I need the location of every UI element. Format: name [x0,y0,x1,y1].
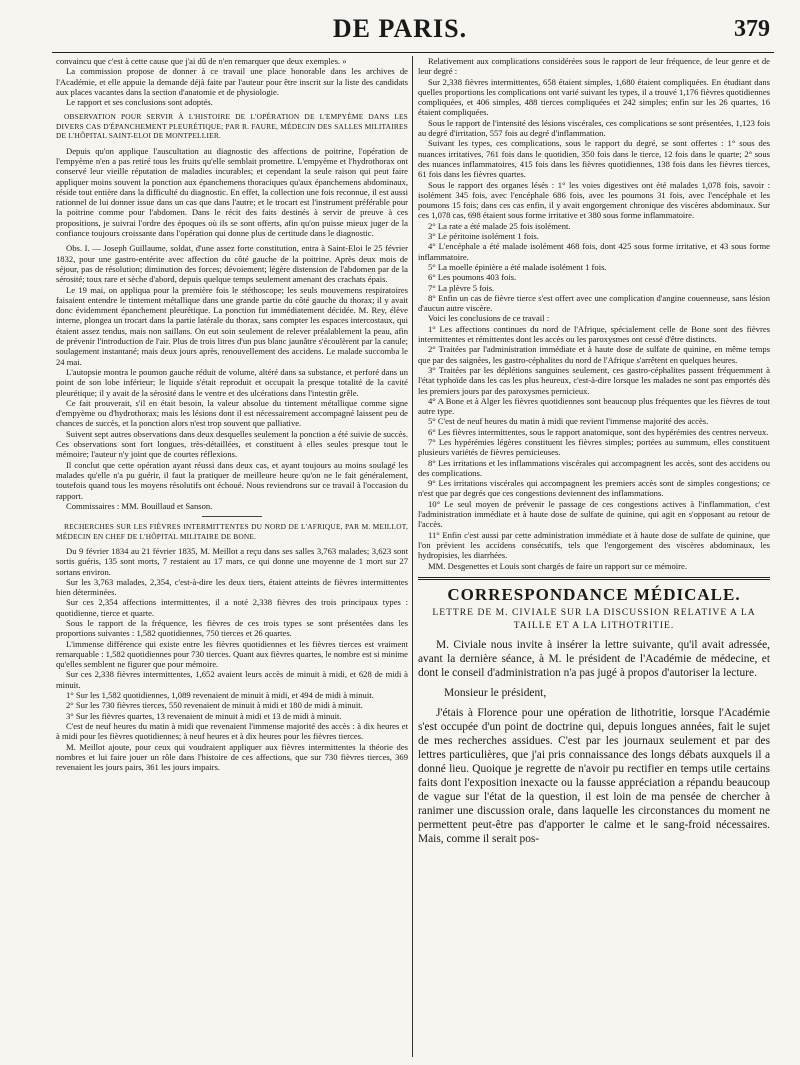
list-item: 6° Les poumons 403 fois. [428,272,517,283]
paragraph: Suivant les types, ces complications, sous le rapport du degré, se sont offertes : 1° sous des nuances irritatives, 761 fois dans le quotidien, 350 fois dans le tierce, 12 fois dans le quarte; 2° sous des nuances inflammatoires, 415 fois dans les fièvres quotidiennes, 138 fois dans les fièvres tierces, 61 fois dans les fièvres quartes. [418,138,770,180]
list-item: 1° Les affections continues du nord de l'Afrique, spécialement celle de Bone sont des fièvres intermittentes et rémittentes dont les accès ou les paroxysmes ont cessé d'être distincts. [418,323,770,345]
paragraph: La commission propose de donner à ce travail une place honorable dans les archives de l'Académie, et elle appuie la demande déjà faite par l'auteur pour être inscrit sur la liste des candidats aux places vacantes dans la section d'anatomie et de physiologie. [56,66,408,97]
list-item: 6° Les fièvres intermittentes, sous le rapport anatomique, sont des hypérémies des centres nerveux. [428,426,769,437]
section-heading: OBSERVATION POUR SERVIR À L'HISTOIRE DE L'OPÉRATION DE L'EMPYÈME DANS LES DIVERS CAS D'ÉPANCHEMENT PLEURÉTIQUE; PAR R. FAURE, MÉDECIN DES SALLES MILITAIRES DE L'HÔPITAL SAINT-ELOI DE MONTPELLIER. [56,112,408,141]
separator [202,516,262,517]
list-item: 3° Le péritoine isolément 1 fois. [428,231,539,242]
page-header [0,10,800,50]
paragraph: 3° Sur les fièvres quartes, 13 revenaient de minuit à midi et 13 de midi à minuit. [66,710,342,721]
list-item: 3° Traitées par les déplétions sanguines seulement, ces gastro-céphalites passent fréquemment à l'état typhoïde dans les cas les plus heureux, c'est-à-dire lorsque les malades ne sont pas emportés dès les premiers jours par des paroxysmes pernicieux. [418,364,770,396]
list-item: 7° La plèvre 5 fois. [428,282,495,293]
paragraph: 1° Sur les 1,582 quotidiennes, 1,089 revenaient de minuit à midi, et 494 de midi à minuit. [66,690,374,701]
paragraph: Voici les conclusions de ce travail : [428,313,550,324]
list-item: 5° La moelle épinière a été malade isolément 1 fois. [428,261,607,272]
paragraph: Sur 2,338 fièvres intermittentes, 658 étaient simples, 1,680 étaient compliquées. En étudiant dans quelles proportions les complications ont varié suivant les types, il a trouvé 1,176 fièvres quotidiennes compliquées, et 406 simples, 488 tierces compliquées et 242 simples; enfin sur les 26 quartes, 16 étaient compliquées. [418,76,770,118]
list-item: 4° A Bone et à Alger les fièvres quotidiennes sont beaucoup plus fréquentes que les fièvres de tout autre type. [418,395,770,417]
list-item: 8° Les irritations et les inflammations viscérales qui accompagnent les accès, sont des accidens ou des complications. [418,457,770,478]
paragraph: Le 19 mai, on appliqua pour la première fois le stéthoscope; les seuls mouvemens respiratoires faisaient entendre le tintement métallique dans une grande partie du côté gauche du thorax; il y avait donc évidemment épanchement pleurétique. La ponction fut immédiatement décidée. M. Rey, élève interne, plongea un trocart dans la partie latérale du thorax, sans compter les espaces intercostaux, qui étaient assez tendus, mais non saillans. On eut soin seulement de relever préalablement la peau, afin de prévenir l'introduction de l'air. Plus de trois litres d'un pus blanc jaunâtre s'écoulèrent par la canule; soulagement instantané; mais deux jours après, renouvellement des accidens. Le malade succomba le 24 mai. [56,284,408,367]
paragraph: M. Meillot ajoute, pour ceux qui voudraient appliquer aux fièvres intermittentes la théorie des nombres et lui faire jouer un rôle dans l'histoire de ces affections, que sur 730 fièvres tierces, 369 revenaient les jours pairs, 361 les jours impairs. [56,741,408,773]
paragraph: Depuis qu'on applique l'auscultation au diagnostic des affections de poitrine, l'opération de l'empyème n'en a pas retiré tous les fruits qu'elle semblait promettre. L'empyème et l'hydrothorax ont conservé leur vieille réputation de maladies incurables; et cependant la seule raison qui peut faire appliquer moins souvent la ponction aux épanchemens thoraciques qu'aux épanchemens abdominaux, réside tout entière dans la difficulté du diagnostic. En effet, la collection une fois reconnue, il est aussi rationnel de lui donner issue dans un cas que dans l'autre; et le trocart est l'instrument préférable pour la poitrine comme pour l'abdomen. Dans le récit des faits destinés à servir de preuve à ces propositions, je suivrai l'ordre des époques où ils se sont offerts, afin qu'on puisse mieux juger de la confiance toujours croissante dans l'opération qui donne plus de certitude dans le diagnostic. [56,145,408,239]
paragraph: Commissaires : MM. Bouillaud et Sanson. [66,500,213,511]
right-column [418,56,770,1057]
paragraph: Obs. I. — Joseph Guillaume, soldat, d'une assez forte constitution, entra à Saint-Eloi le 25 février 1832, pour une gastro-entérite avec affection du côté gauche de la poitrine. Après deux mois de séjour, pas de résolution; diminution des forces; dévoiement; légère distension de l'abdomen par de la sérosité; toux rare et sèche d'abord, depuis quelque temps seulement amenant des crachats épais. [56,243,408,285]
header-rule [52,52,774,53]
paragraph: convaincu que c'est à cette cause que j'ai dû de n'en remarquer que deux exemples. » [56,56,347,66]
letter-body [418,638,770,846]
paragraph: Sous le rapport de l'intensité des lésions viscérales, ces complications se sont présentées, 1,123 fois au degré d'irritation, 557 fois au degré d'inflammation. [418,117,770,139]
list-item: 9° Les irritations viscérales qui accompagnent les premiers accès sont de simples congestions; ce n'est que par degrés que ces congestions deviennent des inflammations. [418,478,770,499]
page-title: DE PARIS. [332,14,468,43]
paragraph: L'immense différence qui existe entre les fièvres quotidiennes et les fièvres tierces est vraiment remarquable : 1,582 quotidiennes pour 730 tierces. Quant aux fièvres quartes, le nombre est si minime qu'elles semblent ne figurer que pour mémoire. [56,638,408,670]
paragraph: Il conclut que cette opération ayant réussi dans deux cas, et ayant toujours au moins soulagé les malades qu'elle n'a pu guérir, il faut la pratiquer de meilleure heure qu'on ne le fait généralement, toutefois quand tous les moyens résolutifs ont échoué. Nous reviendrons sur ce travail à l'occasion du rapport. [56,459,408,501]
paragraph: Sur ces 2,338 fièvres intermittentes, 1,652 avaient leurs accès de minuit à midi, et 628 de midi à minuit. [56,669,408,690]
paragraph: L'autopsie montra le poumon gauche réduit de volume, altéré dans sa substance, et perforé dans un point de son lobe inférieur; le liquide s'était reproduit et occupait la presque totalité de la cavité pleurétique; il y avait de la sérosité dans le ventre et des ulcérations dans l'intestin grêle. [56,366,408,398]
paragraph: Ce fait prouverait, s'il en était besoin, la valeur absolue du tintement métallique comme signe d'empyème ou d'hydrothorax; mais les lésions dont il est nécessairement accompagné laissent peu de chances de succès, et la ponction alors n'est trop souvent que palliative. [56,397,408,429]
list-item: 2° Traitées par l'administration immédiate et à haute dose de sulfate de quinine, en même temps que par des saignées, les gastro-céphalites du nord de l'Afrique s'arrêtent en quelques heures. [418,344,770,365]
paragraph: J'étais à Florence pour une opération de lithotritie, lorsque l'Académie s'est occupée d'un point de doctrine qui, depuis longues années, fait le sujet de mes recherches assidues. C'est par les journaux seulement et par des lettres particulières, que j'ai pris connaissance des longs débats auxquels il a donné lieu. Quoique je regrette de n'avoir pu rectifier en temps utile certains faits dont l'exposition inexacte ou la fausse appréciation a répandu beaucoup de vague sur l'état de la question, il est loin de ma pensée de chercher à ranimer une discussion orale, dans laquelle les circonstances du moment ne permettent peut-être pas d'apporter le calme et le sang-froid nécessaires. Mais, comme il serait pos- [418,707,770,846]
paragraph: Suivent sept autres observations dans deux desquelles seulement la ponction a été suivie de succès. Ces observations sont fort longues, très-détaillées, et constituent à elles seules presque tout le mémoire; l'auteur n'y joint que de courtes réflexions. [56,428,408,460]
paragraph: Le rapport et ses conclusions sont adoptés. [66,97,213,108]
list-item: 5° C'est de neuf heures du matin à midi que revient l'immense majorité des accès. [428,416,709,427]
column-divider [412,56,413,1057]
paragraph: C'est de neuf heures du matin à midi que revenaient l'immense majorité des accès : à dix heures et à midi pour les fièvres quotidiennes; à neuf heures et à dix heures pour les fièvres tierces. [56,720,408,742]
list-item: 11° Enfin c'est aussi par cette administration immédiate et à haute dose de sulfate de quinine, que l'on prévient les accidens consécutifs, tels que l'engorgement des viscères abdominaux, les hydropisies, les diarrhées. [418,529,770,561]
paragraph: 2° Sur les 730 fièvres tierces, 550 revenaient de minuit à midi et 180 de midi à minuit. [66,700,363,711]
list-item: 4° L'encéphale a été malade isolément 468 fois, dont 425 sous forme irritative, et 43 sous forme inflammatoire. [418,241,770,262]
paragraph: Du 9 février 1834 au 21 février 1835, M. Meillot a reçu dans ses salles 3,763 malades; 3,623 sont sortis guéris, 135 sont morts, 7 restaient au 17 mars, ce qui donne une moyenne de 1 mort sur 27 sortans environ. [56,545,408,577]
salutation: Monsieur le président, [444,687,547,700]
paragraph: Sur les 3,763 malades, 2,354, c'est-à-dire les deux tiers, étaient atteints de fièvres intermittentes bien déterminées. [56,576,408,598]
page-number: 379 [734,16,770,42]
paragraph: M. Civiale nous invite à insérer la lettre suivante, qu'il avait adressée, avant la dernière séance, à M. le président de l'Académie de médecine, et dont le conseil d'administration n'a pas jugé à propos d'autoriser la lecture. [418,639,770,680]
left-column [56,56,408,1057]
paragraph: Sous le rapport des organes lésés : 1° les voies digestives ont été malades 1,078 fois, savoir : isolément 345 fois, avec l'encéphale 686 fois, avec les poumons 31 fois, avec l'encéphale et les poumons 15 fois; dans ces cas enfin, il y avait engorgement chronique des viscères abdominaux. Sur ces 1,078 cas, 698 étaient sous forme irritative et 380 sous forme inflammatoire. [418,179,770,221]
section-heading: RECHERCHES SUR LES FIÈVRES INTERMITTENTES DU NORD DE L'AFRIQUE, PAR M. MEILLOT, MÉDECIN EN CHEF DE L'HÔPITAL MILITAIRE DE BONE. [56,522,408,541]
letter-heading: LETTRE DE M. CIVIALE SUR LA DISCUSSION RELATIVE A LA TAILLE ET A LA LITHOTRITIE. [432,607,756,632]
list-item: 2° La rate a été malade 25 fois isolément. [428,220,571,231]
list-item: 10° Le seul moyen de prévenir le passage de ces congestions actives à l'inflammation, c'est l'administration immédiate et à haute dose de sulfate de quinine, qui agit en s'opposant au retour de l'accès. [418,498,770,530]
paragraph: MM. Desgenettes et Louis sont chargés de faire un rapport sur ce mémoire. [428,560,688,571]
list-item: 8° Enfin un cas de fièvre tierce s'est offert avec une complication d'angine couenneuse, sans lésion d'aucun autre viscère. [418,292,770,314]
list-item: 7° Les hypérémies légères constituent les fièvres simples; portées au summum, elles constituent plusieurs variétés de fièvres pernicieuses. [418,436,770,458]
paragraph: Sous le rapport de la fréquence, les fièvres de ces trois types se sont présentées dans les proportions suivantes : 1,582 quotidiennes, 750 tierces et 26 quartes. [56,617,408,639]
section-title: CORRESPONDANCE MÉDICALE. [447,584,741,604]
paragraph: Sur ces 2,354 affections intermittentes, il a noté 2,338 fièvres des trois principaux types : quotidienne, tierce et quarte. [56,597,408,618]
section-rule [418,577,770,580]
paragraph: Relativement aux complications considérées sous le rapport de leur fréquence, de leur genre et de leur degré : [418,56,770,77]
